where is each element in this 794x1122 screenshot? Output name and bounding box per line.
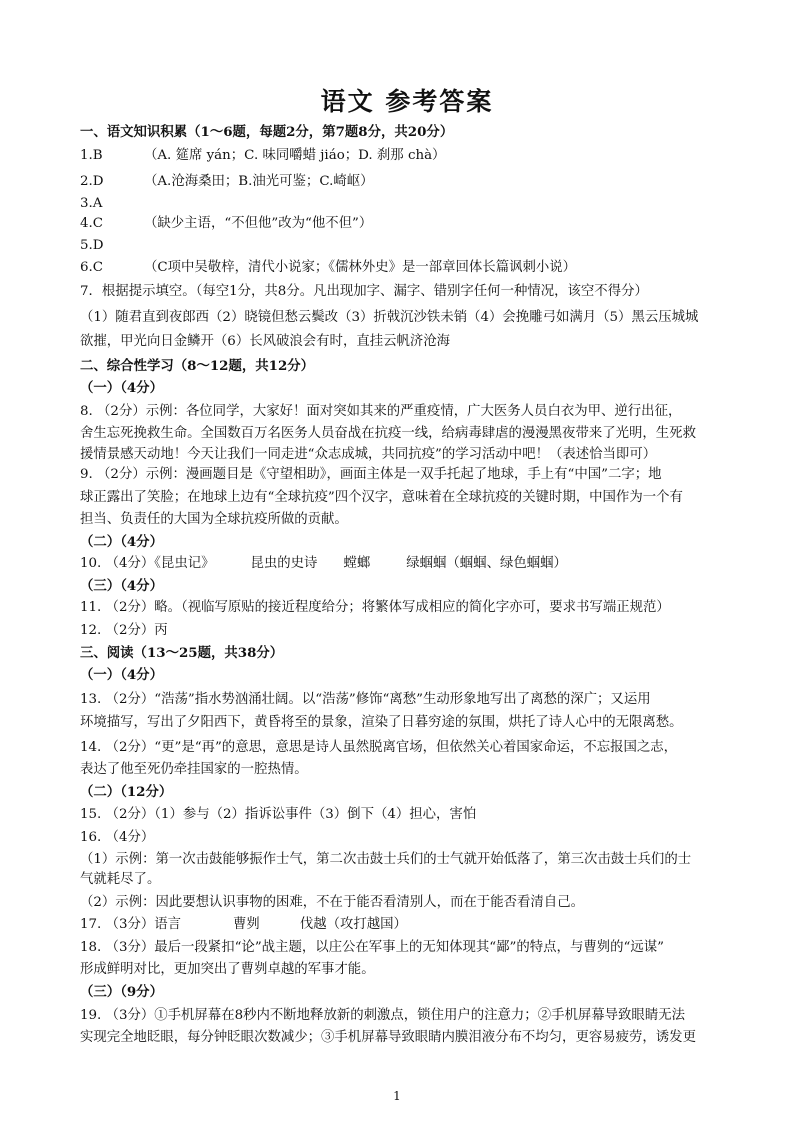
answer-line: 环境描写，写出了夕阳西下，黄昏将至的景象，渲染了日暮穷途的氛围，烘托了诗人心中的无限离愁。 [80, 715, 683, 730]
answer-note: （A.沧海桑田；B.油光可鉴；C.崎岖） [144, 174, 374, 189]
answer-line: 形成鲜明对比，更加突出了曹刿卓越的军事才能。 [80, 962, 375, 977]
answer-line [80, 214, 730, 234]
answer-line: 13. （2分）“浩荡”指水势汹涌壮阔。以“浩荡”修饰“离愁”生动形象地写出了离愁的深广；又运用 [80, 692, 651, 707]
answer-part: 螳螂 [343, 556, 371, 571]
answer-line: （2）示例：因此要想认识事物的困难，不在于能否看清别人，而在于能否看清自己。 [80, 895, 584, 910]
answer-line: 18. （3分）最后一段紧扣“论”战主题，以庄公在军事上的无知体现其“鄙”的特点，与曹刿的“远谋” [80, 940, 664, 955]
subsection-heading: （二）（4分） [80, 534, 163, 550]
answer-part: 昆虫的史诗 [250, 556, 318, 571]
section-heading: 二、综合性学习（8～12题，共12分） [80, 358, 315, 374]
answer-note: （C项中吴敬梓，清代小说家；《儒林外史》是一部章回体长篇讽刺小说） [144, 260, 577, 275]
section-heading: 一、语文知识积累（1～6题，每题2分，第7题8分，共20分） [80, 124, 454, 140]
answer-line: 气就耗尽了。 [80, 872, 161, 887]
answer-line: 欲摧，甲光向日金鳞开（6）长风破浪会有时，直挂云帆济沧海 [80, 334, 451, 349]
answer-key: 4.C [80, 216, 104, 231]
answer-line [80, 915, 730, 935]
answer-line: 14. （2分）“更”是“再”的意思，意思是诗人虽然脱离官场，但依然关心着国家命运，不忘报国之志， [80, 740, 678, 755]
answer-line: 19. （3分）①手机屏幕在8秒内不断地释放新的刺激点，锁住用户的注意力；②手机屏幕导致眼睛无法 [80, 1008, 685, 1023]
answer-key: 2.D [80, 174, 104, 189]
answer-line: 表达了他至死仍牵挂国家的一腔热情。 [80, 762, 308, 777]
answer-line: （1）随君直到夜郎西（2）晓镜但愁云鬓改（3）折戟沉沙铁未销（4）会挽雕弓如满月（5）黑云压城城 [80, 310, 699, 325]
page-number: 1 [393, 1089, 401, 1103]
answer-line: 8. （2分）示例：各位同学，大家好！面对突如其来的严重疫情，广大医务人员白衣为甲、逆行出征， [80, 404, 682, 419]
section-heading: 三、阅读（13～25题，共38分） [80, 645, 284, 661]
answer-line: 12. （2分）丙 [80, 623, 168, 638]
answer-line: 16. （4分） [80, 830, 155, 845]
answer-line: 7．根据提示填空。（每空1分，共8分。凡出现加字、漏字、错别字任何一种情况，该空不得分） [80, 284, 648, 299]
answer-line: 实现完全地眨眼，每分钟眨眼次数减少；③手机屏幕导致眼睛内膜泪液分布不均匀，更容易疲劳，诱发更 [80, 1030, 696, 1045]
subsection-heading: （一）（4分） [80, 667, 163, 683]
answer-key: 1.B [80, 148, 103, 163]
answer-line [80, 146, 730, 166]
subsection-heading: （三）（4分） [80, 578, 163, 594]
answer-line: 9. （2分）示例：漫画题目是《守望相助》，画面主体是一双手托起了地球，手上有“中国”二字；地 [80, 467, 662, 482]
answer-part: 10. （4分）《昆虫记》 [80, 556, 215, 571]
answer-line: 援情景感天动地！今天让我们一同走进“众志成城，共同抗疫”的学习活动中吧！（表述恰当即可） [80, 447, 657, 462]
answer-line: 5.D [80, 238, 104, 253]
answer-line: 11. （2分）略。（视临写原贴的接近程度给分；将繁体写成相应的简化字亦可，要求书写端正规范） [80, 600, 670, 615]
answer-line: 15. （2分）（1）参与（2）指诉讼事件（3）倒下（4）担心，害怕 [80, 807, 477, 822]
page-title: 语文 参考答案 [320, 87, 494, 116]
answer-part: 曹刿 [233, 917, 260, 932]
answer-part: 绿蝈蝈（蝈蝈、绿色蝈蝈） [406, 556, 567, 571]
answer-line: （1）示例：第一次击鼓能够振作士气，第二次击鼓士兵们的士气就开始低落了，第三次击鼓士兵们的士 [80, 852, 692, 867]
subsection-heading: （三）（9分） [80, 984, 163, 1000]
answer-part: 17. （3分）语言 [80, 917, 182, 932]
answer-line [80, 554, 730, 574]
answer-part: 伐越（攻打越国） [299, 917, 407, 932]
answer-note: （缺少主语，“不但他”改为“他不但”） [144, 216, 373, 231]
answer-note: （A. 筵席 yán；C. 味同嚼蜡 jiáo；D. 刹那 chà） [144, 148, 446, 163]
subsection-heading: （一）（4分） [80, 380, 163, 396]
answer-line [80, 258, 730, 278]
subsection-heading: （二）（12分） [80, 784, 173, 800]
answer-key: 6.C [80, 260, 104, 275]
answer-line: 舍生忘死挽救生命。全国数百万名医务人员奋战在抗疫一线，给病毒肆虐的漫漫黑夜带来了光明，生死救 [80, 426, 696, 441]
answer-line: 球正露出了笑脸；在地球上边有“全球抗疫”四个汉字，意味着在全球抗疫的关键时期，中国作为一个有 [80, 490, 683, 505]
answer-line [80, 172, 730, 192]
answer-line: 担当、负责任的大国为全球抗疫所做的贡献。 [80, 512, 348, 527]
answer-line: 3.A [80, 196, 103, 211]
